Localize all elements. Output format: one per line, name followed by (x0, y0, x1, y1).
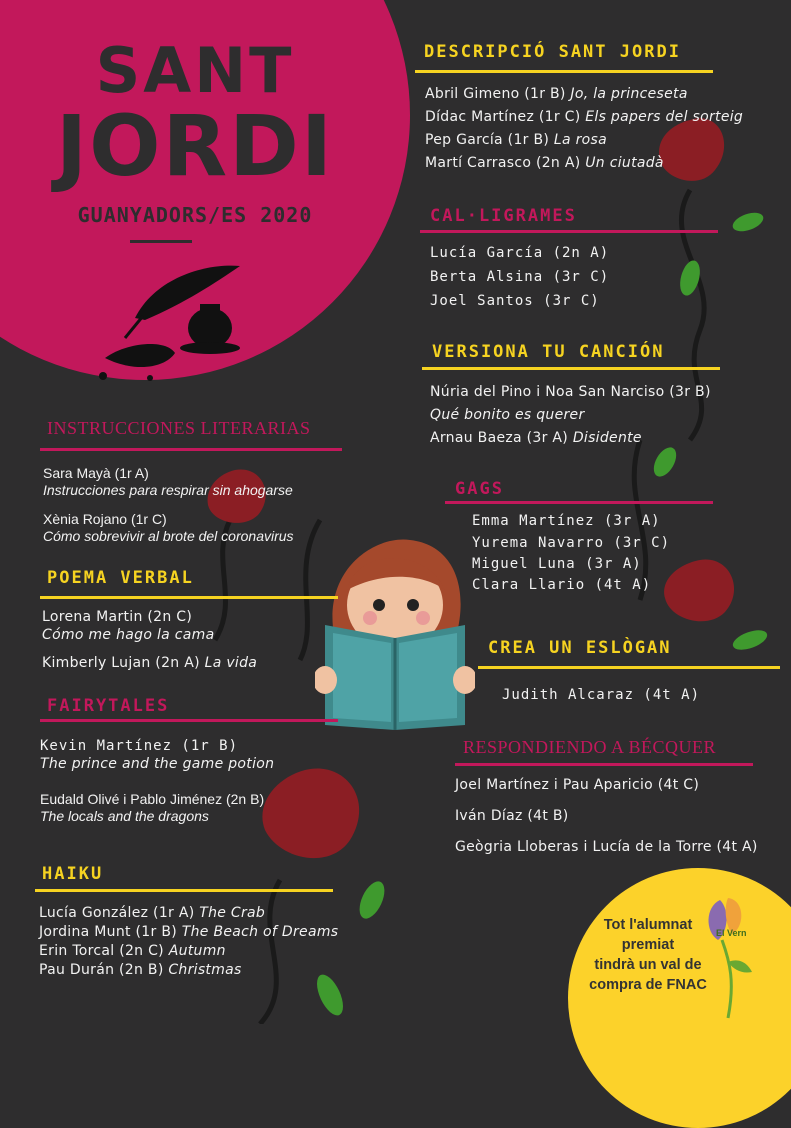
school-logo-name: El Vern (716, 928, 747, 938)
instrucciones-work: Instrucciones para respirar sin ahogarse (43, 482, 293, 498)
calligrames-entry: Joel Santos (3r C) (430, 293, 600, 309)
descripcio-entry (425, 155, 664, 171)
instrucciones-name: Sara Mayà (1r A) (43, 465, 149, 481)
calligrames-rule (420, 230, 718, 233)
fairytales-name: Kevin Martínez (1r B) (40, 738, 239, 754)
haiku-rule (35, 889, 333, 892)
entry-name: Arnau Baeza (3r A) (430, 430, 573, 446)
title-line1: SANT (95, 34, 295, 107)
prize-line: compra de FNAC (589, 977, 707, 993)
entry-work: Autumn (168, 943, 226, 959)
fairytales-work: The prince and the game potion (40, 756, 275, 772)
haiku-entry (39, 924, 338, 940)
gags-entry: Miguel Luna (3r A) (472, 556, 642, 572)
versiona-entry: Núria del Pino i Noa San Narciso (3r B) (430, 384, 711, 400)
title-line2: JORDI (55, 97, 335, 195)
becquer-rule (455, 763, 753, 766)
haiku-entry (39, 943, 226, 959)
entry-work: The Crab (199, 905, 266, 921)
reading-girl-illustration (315, 530, 475, 735)
poema-heading: POEMA VERBAL (47, 568, 194, 588)
quill-inkwell-icon (95, 258, 245, 388)
entry-name: Jordina Munt (1r B) (39, 924, 182, 940)
haiku-heading: HAIKU (42, 864, 104, 884)
fairytales-heading: FAIRYTALES (47, 696, 170, 716)
gags-entry: Emma Martínez (3r A) (472, 513, 661, 529)
poema-entry (42, 655, 257, 671)
fairytales-name: Eudald Olivé i Pablo Jiménez (2n B) (40, 791, 265, 807)
entry-work: Christmas (168, 962, 242, 978)
gags-rule (445, 501, 713, 504)
descripcio-entry (425, 86, 688, 102)
gags-heading: GAGS (455, 479, 504, 499)
descripcio-entry (425, 132, 607, 148)
gags-entry: Yurema Navarro (3r C) (472, 535, 671, 551)
entry-name: Pau Durán (2n B) (39, 962, 169, 978)
eslogan-heading: CREA UN ESLÒGAN (488, 638, 672, 658)
entry-name: Erin Torcal (2n C) (39, 943, 169, 959)
instrucciones-heading: INSTRUCCIONES LITERARIAS (47, 418, 311, 438)
entry-work: La vida (204, 655, 258, 671)
eslogan-entry: Judith Alcaraz (4t A) (502, 687, 701, 703)
entry-name: Martí Carrasco (2n A) (425, 155, 586, 171)
eslogan-rule (478, 666, 780, 669)
becquer-entry: Iván Díaz (4t B) (455, 808, 569, 824)
becquer-heading: RESPONDIENDO A BÉCQUER (463, 737, 717, 757)
entry-work: La rosa (553, 132, 608, 148)
versiona-rule (422, 367, 720, 370)
becquer-entry: Joel Martínez i Pau Aparicio (4t C) (455, 777, 700, 793)
entry-name: Lucía González (1r A) (39, 905, 200, 921)
calligrames-heading: CAL·LIGRAMES (430, 206, 577, 226)
entry-work: Disidente (572, 430, 642, 446)
poema-work: Cómo me hago la cama (42, 627, 215, 643)
fairytales-rule (40, 719, 338, 722)
descripcio-heading: DESCRIPCIÓ SANT JORDI (424, 42, 681, 62)
versiona-entry (430, 430, 642, 446)
versiona-heading: VERSIONA TU CANCIÓN (432, 342, 665, 362)
entry-name: Abril Gimeno (1r B) (425, 86, 571, 102)
poema-rule (40, 596, 338, 599)
entry-work: The Beach of Dreams (181, 924, 339, 940)
becquer-entry: Geògria Lloberas i Lucía de la Torre (4t A) (455, 839, 758, 855)
instrucciones-rule (40, 448, 342, 451)
prize-line: tindrà un val de (594, 957, 702, 973)
entry-work: Els papers del sorteig (585, 109, 744, 125)
gags-entry: Clara Llario (4t A) (472, 577, 652, 593)
calligrames-entry: Lucía García (2n A) (430, 245, 610, 261)
haiku-entry (39, 962, 242, 978)
prize-line: Tot l'alumnat (603, 917, 693, 933)
calligrames-entry: Berta Alsina (3r C) (430, 269, 610, 285)
entry-name: Dídac Martínez (1r C) (425, 109, 586, 125)
descripcio-entry (425, 109, 743, 125)
title-divider (130, 240, 192, 243)
instrucciones-name: Xènia Rojano (1r C) (43, 511, 167, 527)
instrucciones-work: Cómo sobrevivir al brote del coronavirus (43, 528, 294, 544)
entry-name: Pep García (1r B) (425, 132, 554, 148)
poema-name: Lorena Martin (2n C) (42, 609, 193, 625)
fairytales-work: The locals and the dragons (40, 808, 209, 824)
versiona-work: Qué bonito es querer (430, 407, 585, 423)
subtitle: GUANYADORS/ES 2020 (77, 203, 313, 227)
entry-work: Jo, la princeseta (570, 86, 688, 102)
prize-line: premiat (621, 937, 675, 953)
school-logo-icon (700, 892, 760, 1020)
entry-work: Un ciutadà (585, 155, 664, 171)
descripcio-rule (415, 70, 713, 73)
haiku-entry (39, 905, 265, 921)
entry-name: Kimberly Lujan (2n A) (42, 655, 205, 671)
